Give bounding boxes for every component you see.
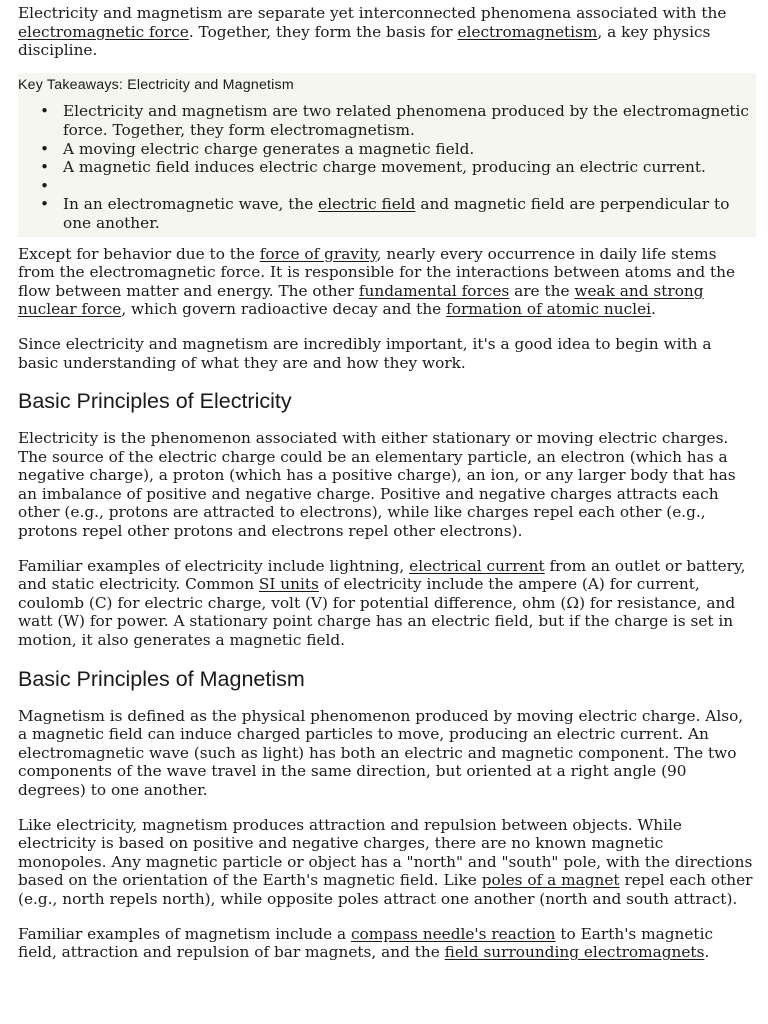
magnetism-paragraph-2 bbox=[18, 816, 756, 909]
paragraph-text: Except for behavior due to the bbox=[18, 244, 260, 263]
link-field-surrounding-electromagnets[interactable]: field surrounding electromagnets bbox=[444, 943, 705, 962]
link-weak-strong-nuclear-force[interactable]: weak and strong nuclear force bbox=[18, 281, 704, 319]
link-poles-of-a-magnet[interactable]: poles of a magnet bbox=[481, 871, 620, 890]
paragraph-text: of electricity include the ampere (A) for current, coulomb (C) for electric charge, volt (V) for potential difference, ohm (Ω) for resistance, and watt (W) for power. A stationary point charge has an electric field, but if the charge is set in motion, it also generates a magnetic field. bbox=[18, 575, 736, 650]
link-fundamental-forces[interactable]: fundamental forces bbox=[358, 281, 510, 300]
key-takeaways-list bbox=[18, 102, 756, 232]
link-force-of-gravity[interactable]: force of gravity bbox=[259, 244, 377, 263]
magnetism-paragraph-1: Magnetism is defined as the physical phenomenon produced by moving electric charge. Also, a magnetic field can induce charged particles to move, producing an electric current. An electromagnetic wave (such as light) has both an electric and magnetic component. The two components of the wave travel in the same direction, but oriented at a right angle (90 degrees) to one another. bbox=[18, 706, 744, 799]
paragraph-text: . bbox=[704, 943, 710, 962]
paragraph-text: Familiar examples of magnetism include a bbox=[18, 924, 351, 943]
link-si-units[interactable]: SI units bbox=[258, 575, 319, 594]
key-takeaways-title: Key Takeaways: Electricity and Magnetism bbox=[18, 76, 294, 93]
key-takeaways-box bbox=[18, 73, 756, 237]
gravity-paragraph bbox=[18, 245, 756, 319]
paragraph-text: from an outlet or battery, and static electricity. Common bbox=[18, 556, 746, 594]
link-electrical-current[interactable]: electrical current bbox=[409, 556, 545, 575]
paragraph-text: , which govern radioactive decay and the bbox=[121, 300, 447, 319]
list-item-text: In an electromagnetic wave, the bbox=[63, 195, 319, 214]
intro-text: , a key physics discipline. bbox=[18, 22, 711, 60]
paragraph-text: , nearly every occurrence in daily life stems from the electromagnetic force. It is responsible for the interactions between atoms and the flow between matter and energy. The other bbox=[18, 244, 736, 300]
paragraph-text: are the bbox=[509, 281, 575, 300]
list-item bbox=[40, 195, 756, 232]
intro-text: . Together, they form the basis for bbox=[188, 22, 458, 41]
intro-text: Electricity and magnetism are separate yet interconnected phenomena associated with the bbox=[18, 4, 727, 22]
paragraph-text: to Earth's magnetic field, attraction and repulsion of bar magnets, and the bbox=[18, 924, 714, 962]
link-electric-field[interactable]: electric field bbox=[318, 195, 416, 214]
list-item-text: and magnetic field are perpendicular to one another. bbox=[63, 195, 730, 232]
electricity-paragraph-2 bbox=[18, 557, 756, 650]
intro-paragraph bbox=[18, 4, 756, 60]
importance-paragraph: Since electricity and magnetism are incredibly important, it's a good idea to begin with a basic understanding of what they are and how they work. bbox=[18, 334, 712, 372]
list-item-empty bbox=[40, 177, 756, 196]
paragraph-text: Like electricity, magnetism produces attraction and repulsion between objects. While electricity is based on positive and negative charges, there are no known magnetic monopoles. Any magnetic particle or object has a "north" and "south" pole, with the directions based on the orientation of the Earth's magnetic field. Like bbox=[18, 815, 753, 890]
link-electromagnetism[interactable]: electromagnetism bbox=[457, 22, 598, 41]
heading-magnetism: Basic Principles of Magnetism bbox=[18, 666, 305, 691]
link-compass-needle-reaction[interactable]: compass needle's reaction bbox=[350, 924, 556, 943]
list-item: • A magnetic field induces electric charge movement, producing an electric current. bbox=[40, 158, 756, 177]
link-electromagnetic-force[interactable]: electromagnetic force bbox=[18, 22, 189, 41]
link-formation-of-atomic-nuclei[interactable]: formation of atomic nuclei bbox=[446, 300, 652, 319]
paragraph-text: Familiar examples of electricity include lightning, bbox=[18, 556, 410, 575]
list-item: • A moving electric charge generates a magnetic field. bbox=[40, 140, 756, 159]
magnetism-paragraph-3 bbox=[18, 925, 756, 962]
list-item: • Electricity and magnetism are two related phenomena produced by the electromagnetic force. Together, they form electromagnetism. bbox=[40, 102, 756, 139]
paragraph-text: repel each other (e.g., north repels north), while opposite poles attract one another (north and south attract). bbox=[18, 871, 753, 908]
heading-electricity: Basic Principles of Electricity bbox=[18, 389, 292, 414]
electricity-paragraph-1: Electricity is the phenomenon associated with either stationary or moving electric charges. The source of the electric charge could be an elementary particle, an electron (which has a negative charge), a proton (which has a positive charge), an ion, or any larger body that has an imbalance of positive and negative charge. Positive and negative charges attracts each other (e.g., protons are attracted to electrons), while like charges repel each other (e.g., protons repel other protons and electrons repel other electrons). bbox=[18, 429, 736, 541]
paragraph-text: . bbox=[651, 300, 656, 319]
